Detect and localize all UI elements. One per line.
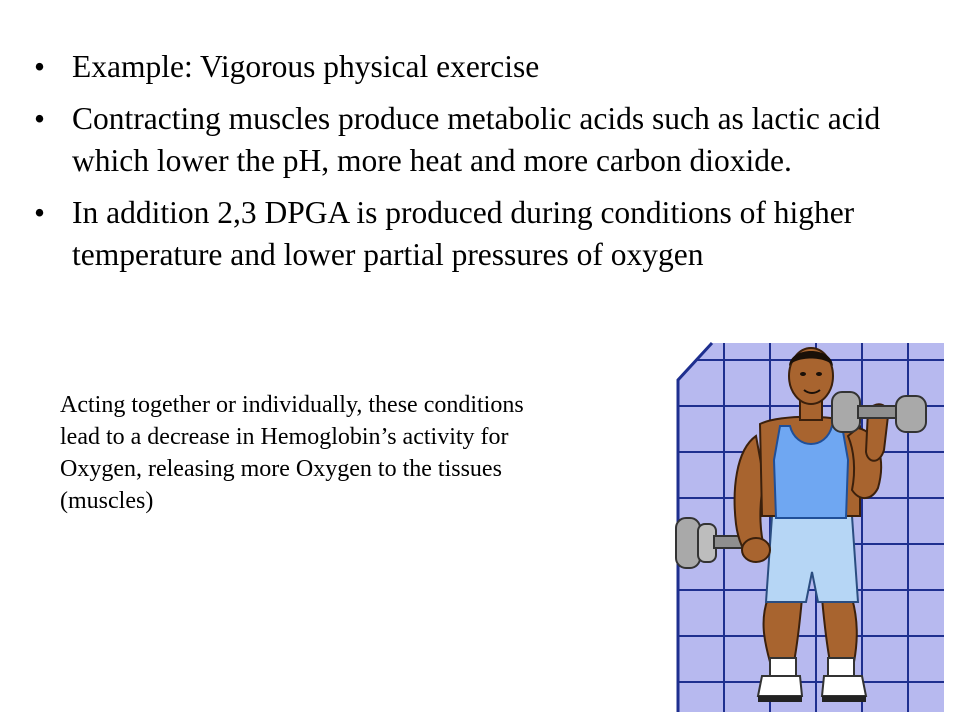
- bullet-marker: •: [34, 49, 46, 84]
- bullet-item: [34, 98, 934, 182]
- weightlifter-illustration: [672, 340, 944, 712]
- bullet-marker: •: [34, 195, 46, 230]
- bullet-marker: •: [34, 101, 46, 136]
- bullet-text: Example: Vigorous physical exercise: [72, 49, 540, 84]
- bullet-item: [34, 192, 934, 276]
- bullet-item: [34, 46, 934, 88]
- caption-text: Acting together or individually, these conditions lead to a decrease in Hemoglobin’s activity for Oxygen, releasing more Oxygen to the tissues (muscles): [60, 392, 524, 514]
- bullet-list: [34, 46, 934, 286]
- bullet-text: In addition 2,3 DPGA is produced during conditions of higher temperature and lower partial pressures of oxygen: [72, 195, 855, 272]
- bullet-text: Contracting muscles produce metabolic acids such as lactic acid which lower the pH, more heat and more carbon dioxide.: [72, 101, 881, 178]
